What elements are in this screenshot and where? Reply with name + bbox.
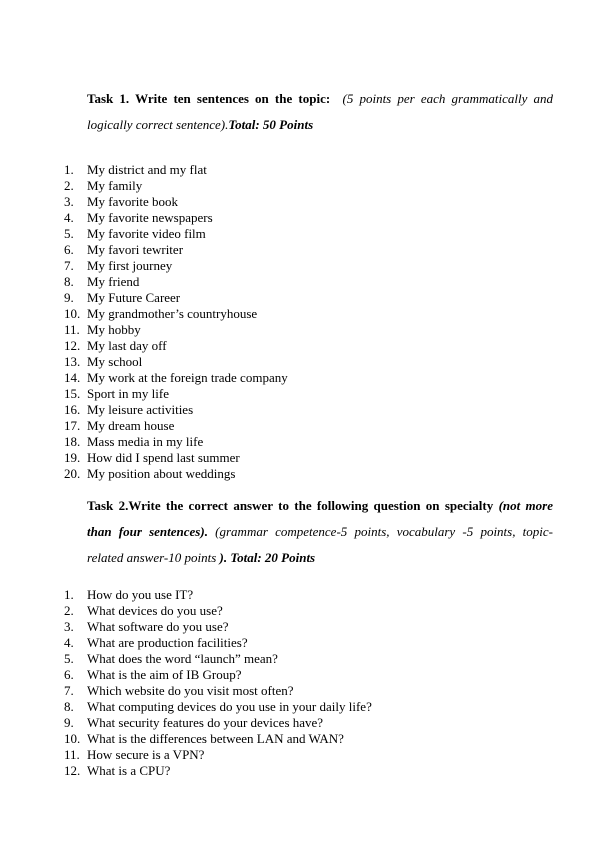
list-item-number: 1. bbox=[64, 162, 74, 177]
list-item-number: 9. bbox=[64, 715, 74, 730]
list-item-text: My Future Career bbox=[87, 290, 181, 305]
task2-close: ). bbox=[219, 550, 228, 565]
list-item-number: 5. bbox=[64, 226, 74, 241]
list-item-number: 15. bbox=[64, 386, 81, 401]
list-item-text: My grandmother’s countryhouse bbox=[87, 306, 258, 321]
list-item-number: 17. bbox=[64, 418, 81, 433]
list-item-number: 14. bbox=[64, 370, 81, 385]
list-item-number: 19. bbox=[64, 450, 81, 465]
list-item-text: What is the aim of IB Group? bbox=[87, 667, 242, 682]
list-item-text: My school bbox=[87, 354, 143, 369]
list-item-number: 7. bbox=[64, 258, 74, 273]
task2-points-note: (grammar competence-5 points, vocabulary -5 points, topic-related answer-10 points bbox=[87, 524, 554, 565]
task1-title: Task 1. Write ten sentences on the topic: bbox=[87, 91, 331, 106]
list-item-number: 4. bbox=[64, 635, 74, 650]
list-item-text: My first journey bbox=[87, 258, 173, 273]
task2-limit: (not more than four sentences). bbox=[87, 498, 553, 539]
list-item-text: My favorite book bbox=[87, 194, 178, 209]
list-item-number: 13. bbox=[64, 354, 81, 369]
list-item-number: 3. bbox=[64, 619, 74, 634]
list-item-text: What is the differences between LAN and WAN? bbox=[87, 731, 344, 746]
list-item-text: Which website do you visit most often? bbox=[87, 683, 294, 698]
task2-total: Total: 20 Points bbox=[230, 550, 316, 565]
list-item-text: My hobby bbox=[87, 322, 141, 337]
list-item-text: My family bbox=[87, 178, 143, 193]
list-item-text: How did I spend last summer bbox=[87, 450, 240, 465]
list-item-text: What software do you use? bbox=[87, 619, 229, 634]
list-item-text: How secure is a VPN? bbox=[87, 747, 205, 762]
list-item-number: 10. bbox=[64, 731, 81, 746]
task1-total: Total: 50 Points bbox=[228, 117, 314, 132]
list-item-text: What does the word “launch” mean? bbox=[87, 651, 278, 666]
list-item-number: 10. bbox=[64, 306, 81, 321]
list-item-number: 16. bbox=[64, 402, 81, 417]
task2-title: Task 2.Write the correct answer to the following question on specialty bbox=[87, 498, 494, 513]
task2-heading bbox=[87, 493, 553, 571]
list-item-text: My last day off bbox=[87, 338, 167, 353]
list-item-number: 6. bbox=[64, 242, 74, 257]
list-item-number: 12. bbox=[64, 338, 81, 353]
list-item-number: 8. bbox=[64, 274, 74, 289]
list-item-number: 18. bbox=[64, 434, 81, 449]
task1-points-note: (5 points per each grammatically and logically correct sentence). bbox=[87, 91, 554, 132]
list-item-text: My position about weddings bbox=[87, 466, 236, 481]
list-item-text: What are production facilities? bbox=[87, 635, 248, 650]
list-item-text: What computing devices do you use in your daily life? bbox=[87, 699, 372, 714]
list-item-number: 20. bbox=[64, 466, 81, 481]
list-item-number: 3. bbox=[64, 194, 74, 209]
list-item-text: My work at the foreign trade company bbox=[87, 370, 288, 385]
list-item-number: 8. bbox=[64, 699, 74, 714]
list-item-number: 2. bbox=[64, 178, 74, 193]
list-item-text: My district and my flat bbox=[87, 162, 207, 177]
list-item-text: My favori tewriter bbox=[87, 242, 184, 257]
list-item-number: 11. bbox=[64, 322, 80, 337]
list-item-number: 9. bbox=[64, 290, 74, 305]
list-item-number: 12. bbox=[64, 763, 81, 778]
list-item-number: 1. bbox=[64, 587, 74, 602]
list-item-text: My leisure activities bbox=[87, 402, 194, 417]
task1-heading bbox=[87, 86, 553, 138]
list-item-number: 7. bbox=[64, 683, 74, 698]
list-item-text: My favorite video film bbox=[87, 226, 206, 241]
list-item-text: What devices do you use? bbox=[87, 603, 223, 618]
list-item-number: 5. bbox=[64, 651, 74, 666]
list-item-text: My favorite newspapers bbox=[87, 210, 213, 225]
list-item-text: What security features do your devices have? bbox=[87, 715, 324, 730]
list-item-number: 4. bbox=[64, 210, 74, 225]
list-item-number: 6. bbox=[64, 667, 74, 682]
list-item-number: 2. bbox=[64, 603, 74, 618]
list-item-text: How do you use IT? bbox=[87, 587, 194, 602]
list-item-text: What is a CPU? bbox=[87, 763, 171, 778]
list-item-text: My friend bbox=[87, 274, 140, 289]
list-item-number: 11. bbox=[64, 747, 80, 762]
list-item-text: My dream house bbox=[87, 418, 175, 433]
list-item-text: Mass media in my life bbox=[87, 434, 204, 449]
list-item-text: Sport in my life bbox=[87, 386, 169, 401]
